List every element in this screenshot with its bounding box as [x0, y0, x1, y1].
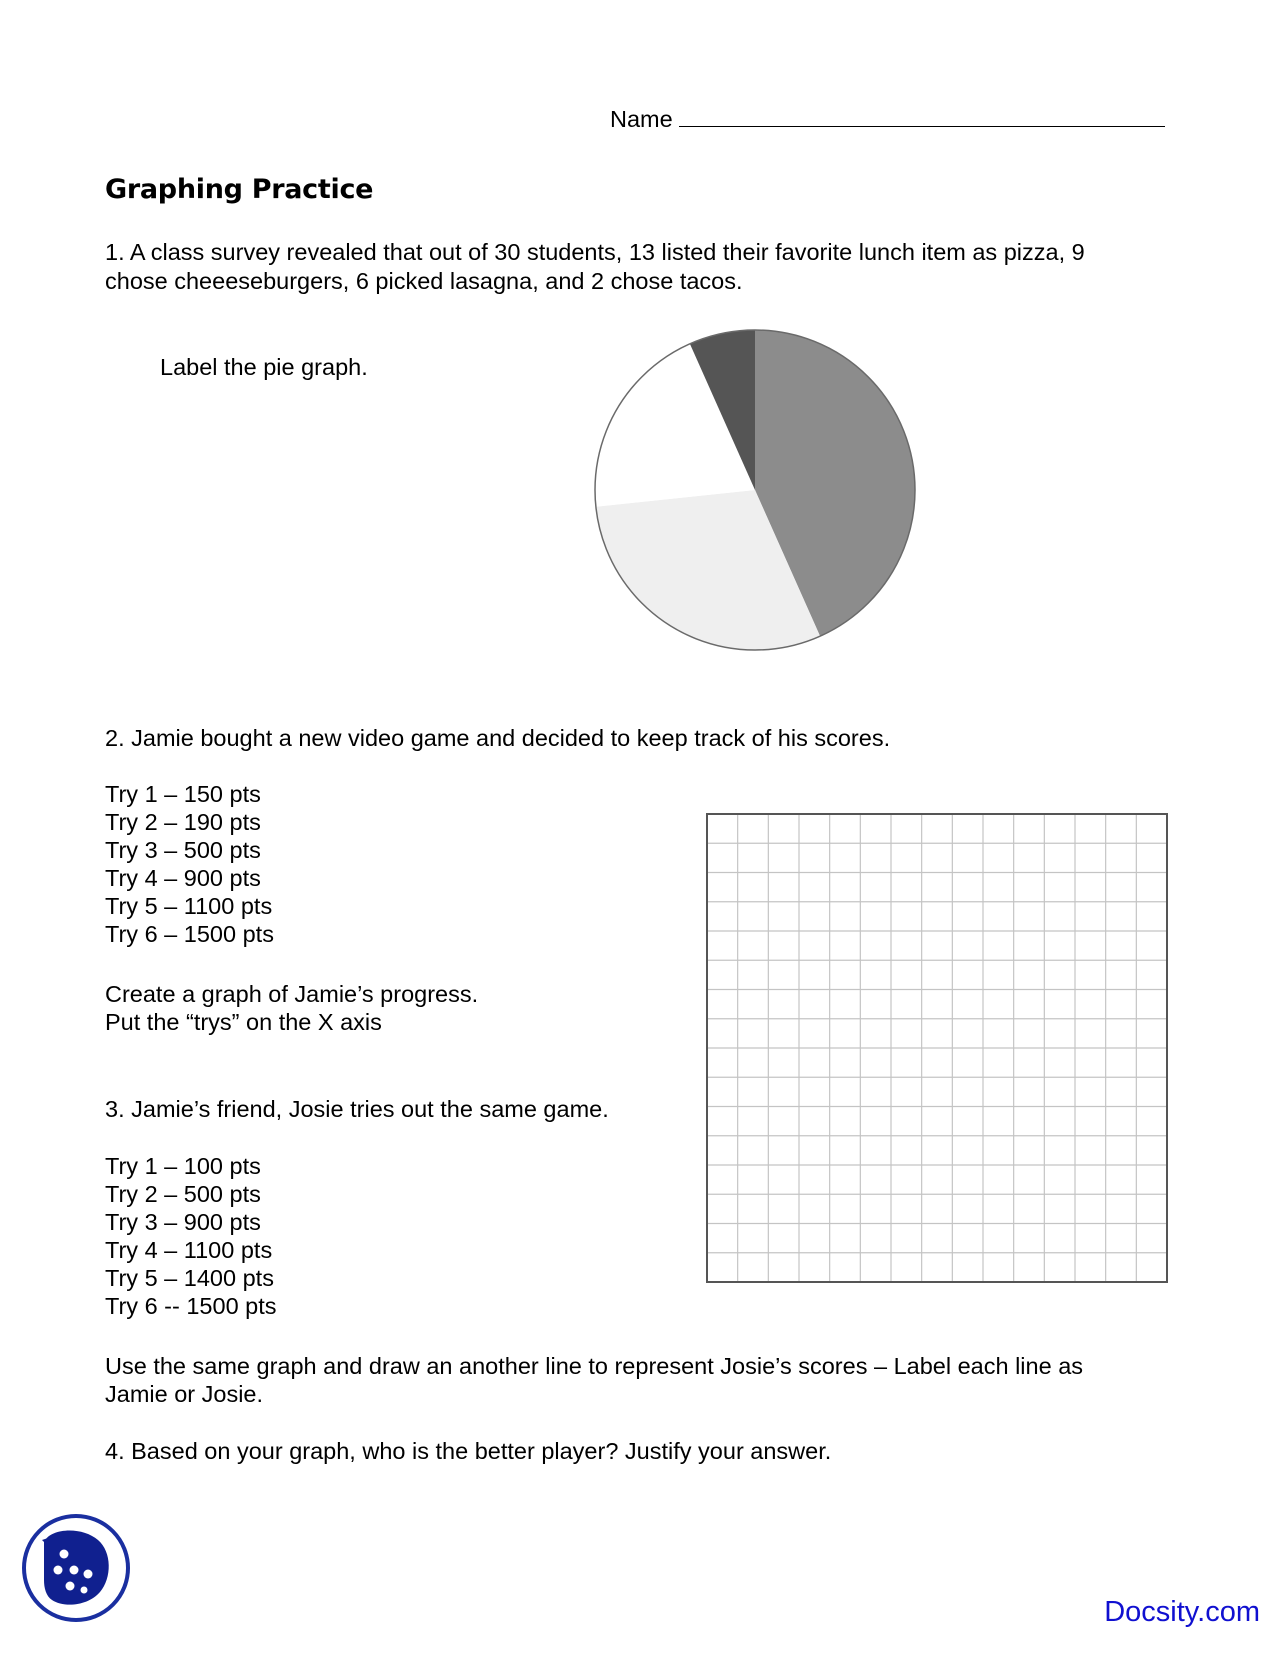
q3-try-item: Try 3 – 900 pts — [105, 1209, 261, 1235]
pie-chart — [590, 325, 920, 655]
q2-prompt: 2. Jamie bought a new video game and decided to keep track of his scores. — [105, 725, 891, 751]
q3-instruction-1: Use the same graph and draw an another line to represent Josie’s scores – Label each line as — [105, 1353, 1084, 1379]
q2-try-item: Try 1 – 150 pts — [105, 781, 261, 807]
name-field[interactable] — [610, 104, 1165, 133]
name-underline[interactable] — [679, 104, 1165, 127]
page-title: Graphing Practice — [105, 174, 374, 205]
name-label: Name — [610, 106, 673, 132]
q3-try-item: Try 2 – 500 pts — [105, 1181, 261, 1207]
q2-instruction-2: Put the “trys” on the X axis — [105, 1009, 382, 1035]
q3-try-item: Try 1 – 100 pts — [105, 1153, 261, 1179]
q2-try-item: Try 3 – 500 pts — [105, 837, 261, 863]
q3-try-item: Try 4 – 1100 pts — [105, 1237, 273, 1263]
q2-try-item: Try 6 – 1500 pts — [105, 921, 274, 947]
q3-prompt: 3. Jamie’s friend, Josie tries out the same game. — [105, 1096, 609, 1122]
q4-prompt: 4. Based on your graph, who is the better player? Justify your answer. — [105, 1438, 832, 1464]
docsity-logo-icon — [20, 1512, 132, 1624]
brand-link[interactable]: Docsity.com — [1104, 1596, 1260, 1628]
q3-instruction-2: Jamie or Josie. — [105, 1381, 264, 1407]
q2-instruction-1: Create a graph of Jamie’s progress. — [105, 981, 479, 1007]
q2-try-item: Try 5 – 1100 pts — [105, 893, 273, 919]
q2-try-list — [105, 780, 274, 948]
q1-instruction: Label the pie graph. — [160, 354, 368, 380]
q1-line-2: chose cheeeseburgers, 6 picked lasagna, and 2 chose tacos. — [105, 268, 743, 294]
q2-try-item: Try 4 – 900 pts — [105, 865, 261, 891]
q3-try-list — [105, 1152, 277, 1320]
q2-try-item: Try 2 – 190 pts — [105, 809, 261, 835]
q1-line-1: 1. A class survey revealed that out of 30 students, 13 listed their favorite lunch item as pizza, 9 — [105, 239, 1085, 265]
blank-graph-grid[interactable] — [706, 813, 1168, 1283]
q3-try-item: Try 5 – 1400 pts — [105, 1265, 274, 1291]
q3-try-item: Try 6 -- 1500 pts — [105, 1293, 277, 1319]
